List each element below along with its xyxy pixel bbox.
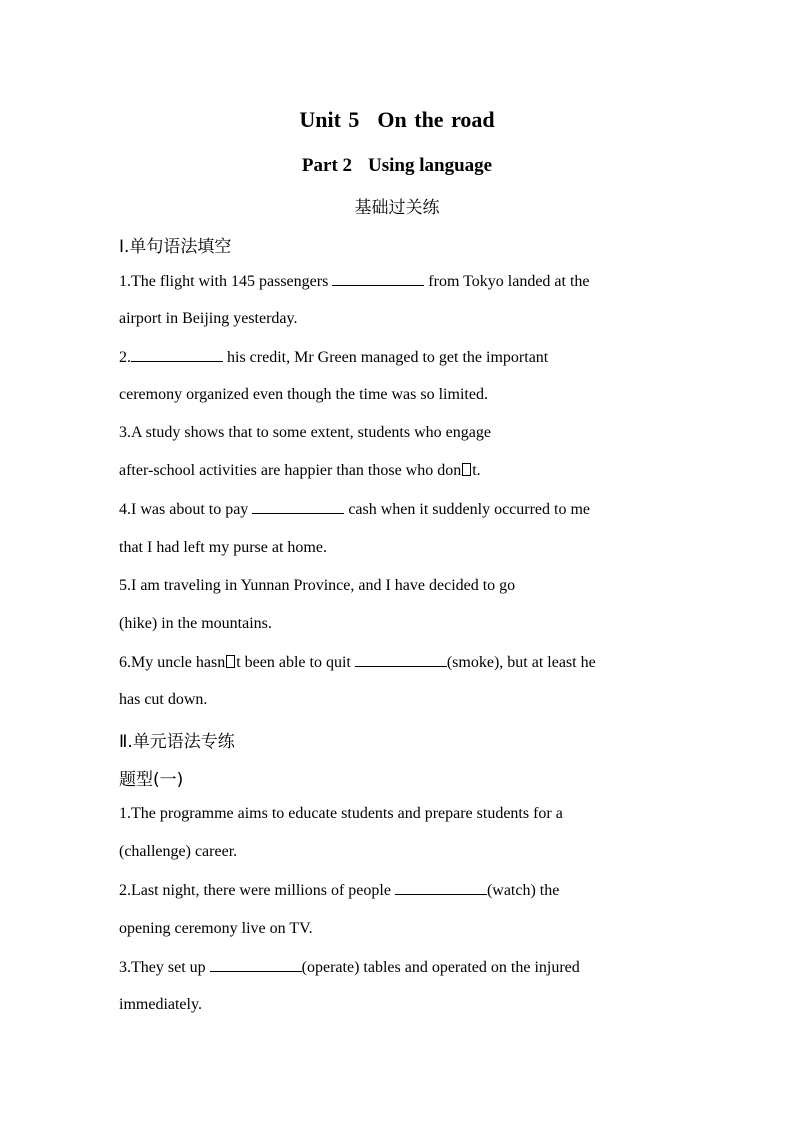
question-5-line-2: (hike) in the mountains. [119,615,272,632]
s2-question-3-line-2: immediately. [119,996,202,1013]
unit-name: On the road [377,107,495,132]
missing-glyph-box [462,463,471,476]
question-5-line-1: 5.I am traveling in Yunnan Province, and I have decided to go [119,577,516,594]
s2-question-1-line-1: 1.The programme aims to educate students and prepare students for a [119,805,563,822]
question-4-line-2: that I had left my purse at home. [119,539,327,556]
answer-blank [210,957,302,972]
section-1-heading: Ⅰ.单句语法填空 [119,237,232,257]
s2-question-2-line-2: opening ceremony live on TV. [119,920,313,937]
question-3-line-2: after-school activities are happier than those who don t. [119,462,481,479]
question-6-line-2: has cut down. [119,691,208,708]
part-number: Part 2 [301,155,353,176]
question-2-line-1: 2. his credit, Mr Green managed to get the important [119,349,549,366]
answer-blank [395,880,487,895]
missing-glyph-box [226,655,235,668]
answer-blank [131,347,223,362]
s2-question-3-line-1: 3.They set up (operate) tables and operated on the injured [119,959,580,976]
s2-question-2-line-1: 2.Last night, there were millions of people (watch) the [119,882,560,899]
part-name: Using language [368,155,493,176]
part-title [0,155,794,177]
question-type-label: 题型(一) [119,770,184,790]
question-3-line-1: 3.A study shows that to some extent, students who engage [119,424,491,441]
s2-question-1-line-2: (challenge) career. [119,843,238,860]
answer-blank [252,499,344,514]
question-1-line-2: airport in Beijing yesterday. [119,310,298,327]
unit-number: Unit 5 [299,107,360,132]
question-4-line-1: 4.I was about to pay cash when it suddenly occurred to me [119,501,591,518]
exercise-subtitle: 基础过关练 [354,198,440,218]
section-2-heading: Ⅱ.单元语法专练 [119,732,235,752]
unit-title [0,107,794,133]
answer-blank [332,271,424,286]
question-6-line-1: 6.My uncle hasn t been able to quit (smoke), but at least he [119,654,596,671]
question-1-line-1: 1.The flight with 145 passengers from Tokyo landed at the [119,273,590,290]
answer-blank [355,652,447,667]
question-2-line-2: ceremony organized even though the time was so limited. [119,386,488,403]
